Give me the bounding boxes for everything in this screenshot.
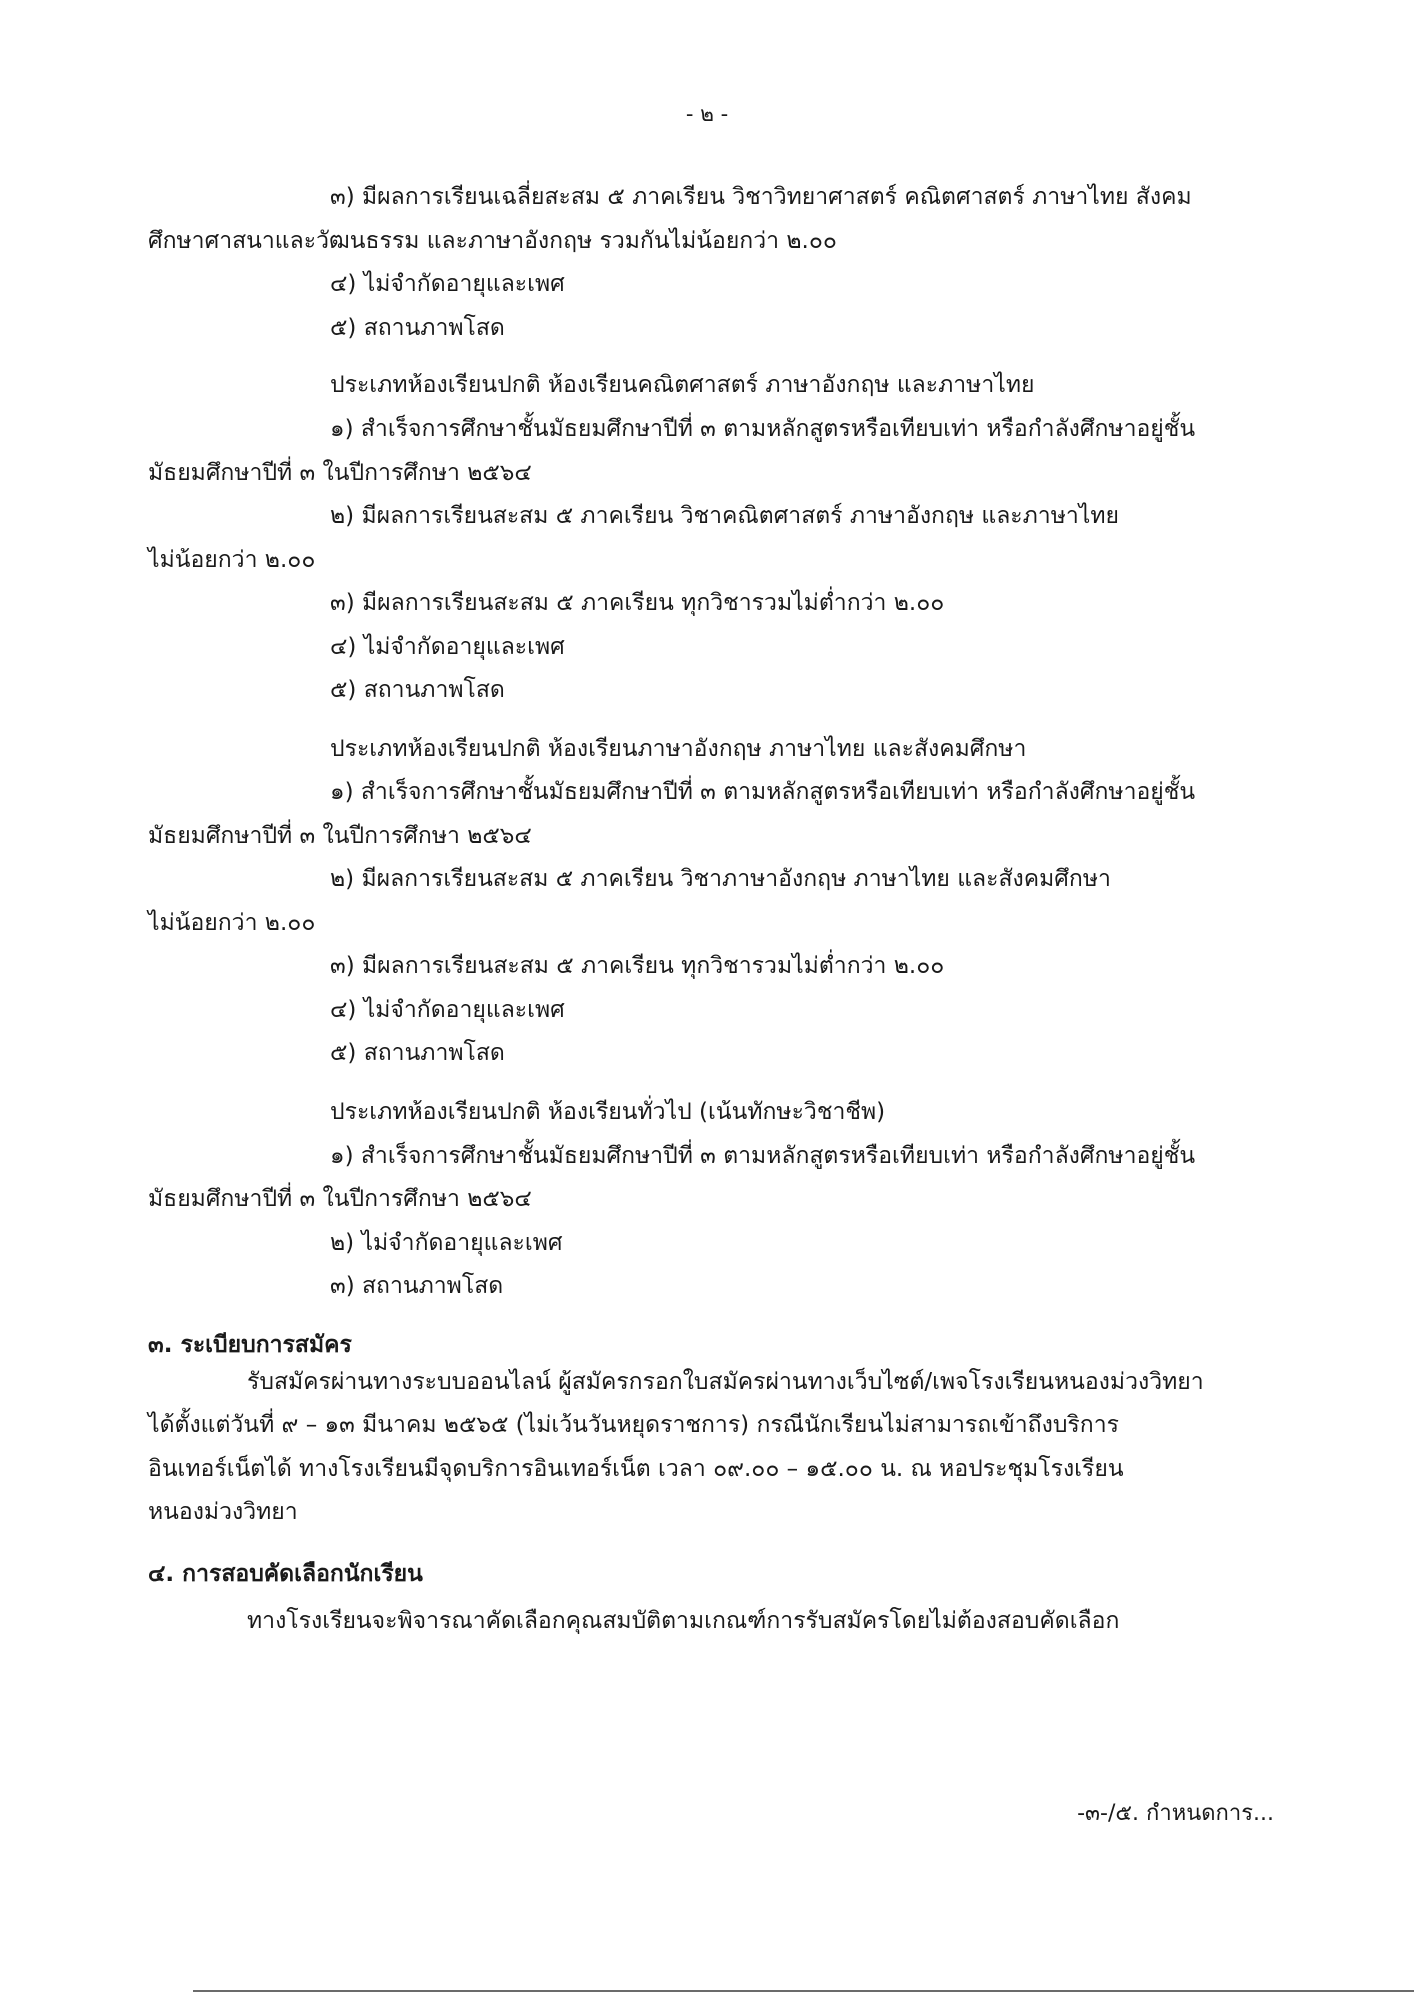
math-item-1-line2: มัธยมศึกษาปีที่ ๓ ในปีการศึกษา ๒๕๖๔: [148, 460, 532, 486]
math-item-1-line1: ๑) สำเร็จการศึกษาชั้นมัธยมศึกษาปีที่ ๓ ตามหลักสูตรหรือเทียบเท่า หรือกำลังศึกษาอยู่ชั้น: [330, 416, 1196, 442]
english-item-1-line1: ๑) สำเร็จการศึกษาชั้นมัธยมศึกษาปีที่ ๓ ตามหลักสูตรหรือเทียบเท่า หรือกำลังศึกษาอยู่ชั้น: [330, 779, 1196, 805]
english-item-2-line1: ๒) มีผลการเรียนสะสม ๕ ภาคเรียน วิชาภาษาอังกฤษ ภาษาไทย และสังคมศึกษา: [330, 866, 1111, 892]
english-group-title: ประเภทห้องเรียนปกติ ห้องเรียนภาษาอังกฤษ ภาษาไทย และสังคมศึกษา: [330, 736, 1027, 762]
math-item-2-line1: ๒) มีผลการเรียนสะสม ๕ ภาคเรียน วิชาคณิตศาสตร์ ภาษาอังกฤษ และภาษาไทย: [330, 503, 1119, 529]
math-group-title: ประเภทห้องเรียนปกติ ห้องเรียนคณิตศาสตร์ ภาษาอังกฤษ และภาษาไทย: [330, 372, 1035, 398]
math-item-4: ๔) ไม่จำกัดอายุและเพศ: [330, 634, 565, 660]
s2-item-5: ๕) สถานภาพโสด: [330, 315, 505, 341]
english-item-2-line2: ไม่น้อยกว่า ๒.๐๐: [148, 910, 316, 936]
section-3-line3: อินเทอร์เน็ตได้ ทางโรงเรียนมีจุดบริการอินเทอร์เน็ต เวลา ๐๙.๐๐ – ๑๕.๐๐ น. ณ หอประชุมโรงเรียน: [148, 1456, 1124, 1482]
next-page-note: -๓-/๕. กำหนดการ...: [1077, 1801, 1274, 1826]
section-3-line1: รับสมัครผ่านทางระบบออนไลน์ ผู้สมัครกรอกใบสมัครผ่านทางเว็บไซต์/เพจโรงเรียนหนองม่วงวิทยา: [247, 1369, 1204, 1395]
math-item-5: ๕) สถานภาพโสด: [330, 677, 505, 703]
math-item-3: ๓) มีผลการเรียนสะสม ๕ ภาคเรียน ทุกวิชารวมไม่ต่ำกว่า ๒.๐๐: [330, 590, 945, 616]
section-3-heading: ๓. ระเบียบการสมัคร: [148, 1332, 352, 1358]
general-group-title: ประเภทห้องเรียนปกติ ห้องเรียนทั่วไป (เน้นทักษะวิชาชีพ): [330, 1099, 886, 1125]
section-4-line1: ทางโรงเรียนจะพิจารณาคัดเลือกคุณสมบัติตามเกณฑ์การรับสมัครโดยไม่ต้องสอบคัดเลือก: [247, 1608, 1120, 1634]
page-number: - ๒ -: [685, 102, 729, 126]
section-4-heading: ๔. การสอบคัดเลือกนักเรียน: [148, 1561, 423, 1587]
general-item-2: ๒) ไม่จำกัดอายุและเพศ: [330, 1230, 563, 1256]
english-item-1-line2: มัธยมศึกษาปีที่ ๓ ในปีการศึกษา ๒๕๖๔: [148, 823, 532, 849]
general-item-3: ๓) สถานภาพโสด: [330, 1273, 504, 1299]
section-3-line2: ได้ตั้งแต่วันที่ ๙ – ๑๓ มีนาคม ๒๕๖๕ (ไม่เว้นวันหยุดราชการ) กรณีนักเรียนไม่สามารถเข้าถึงบริการ: [148, 1412, 1119, 1438]
math-item-2-line2: ไม่น้อยกว่า ๒.๐๐: [148, 547, 316, 573]
english-item-5: ๕) สถานภาพโสด: [330, 1040, 505, 1066]
general-item-1-line2: มัธยมศึกษาปีที่ ๓ ในปีการศึกษา ๒๕๖๔: [148, 1186, 532, 1212]
english-item-3: ๓) มีผลการเรียนสะสม ๕ ภาคเรียน ทุกวิชารวมไม่ต่ำกว่า ๒.๐๐: [330, 953, 945, 979]
s2-item-3-line2: ศึกษาศาสนาและวัฒนธรรม และภาษาอังกฤษ รวมกันไม่น้อยกว่า ๒.๐๐: [148, 228, 837, 254]
s2-item-3-line1: ๓) มีผลการเรียนเฉลี่ยสะสม ๕ ภาคเรียน วิชาวิทยาศาสตร์ คณิตศาสตร์ ภาษาไทย สังคม: [330, 184, 1192, 210]
s2-item-4: ๔) ไม่จำกัดอายุและเพศ: [330, 271, 565, 297]
section-3-line4: หนองม่วงวิทยา: [148, 1499, 298, 1525]
english-item-4: ๔) ไม่จำกัดอายุและเพศ: [330, 997, 565, 1023]
scan-edge-divider: [193, 1990, 1414, 1992]
general-item-1-line1: ๑) สำเร็จการศึกษาชั้นมัธยมศึกษาปีที่ ๓ ตามหลักสูตรหรือเทียบเท่า หรือกำลังศึกษาอยู่ชั้น: [330, 1143, 1196, 1169]
